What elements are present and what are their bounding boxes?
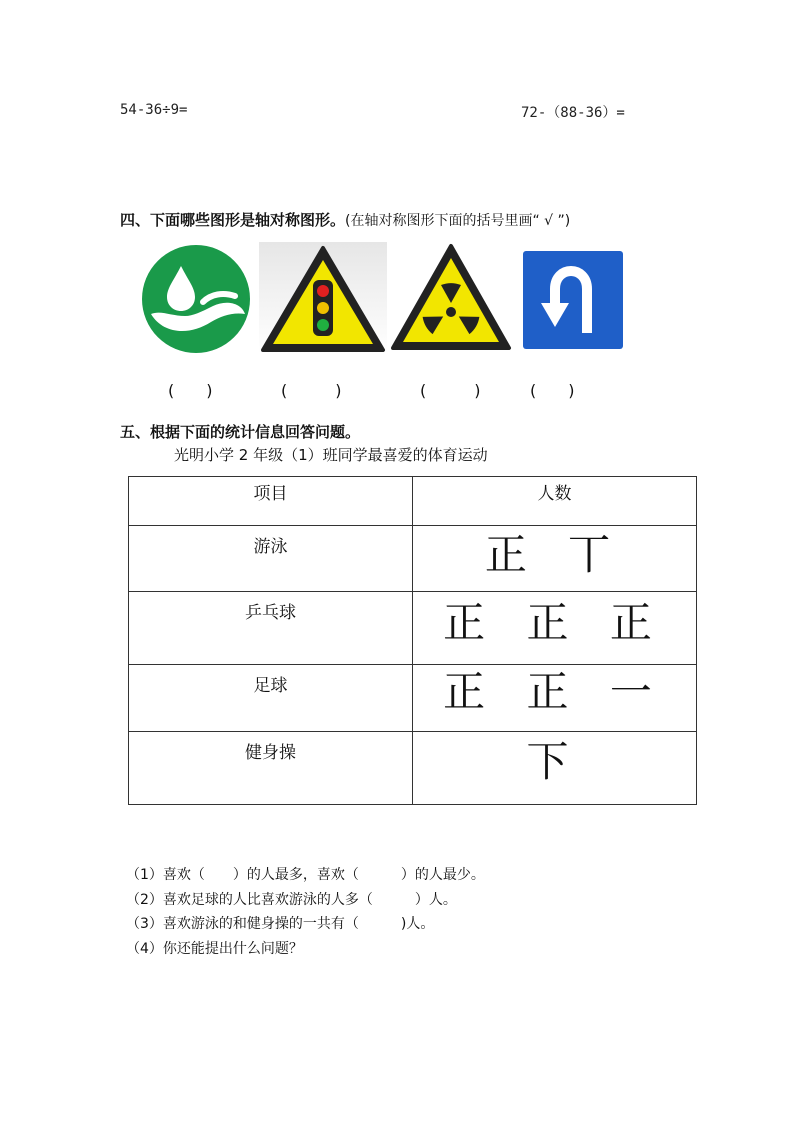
section4-note: (在轴对称图形下面的括号里画“ √ ”) [345,213,571,229]
u-turn-sign [519,247,627,353]
calc-right: 72-（88-36）= [521,105,625,121]
tally-cell: 下 [413,732,697,805]
section5-subtitle: 光明小学 2 年级（1）班同学最喜爱的体育运动 [174,446,488,464]
section5-title: 五、根据下面的统计信息回答问题。 [120,423,361,441]
question-1: （1）喜欢（ ）的人最多，喜欢（ ）的人最少。 [126,867,485,883]
header-count: 人数 [413,477,697,526]
section4-title: 四、下面哪些图形是轴对称图形。 [120,211,346,229]
table-row [129,665,697,732]
item-cell: 游泳 [129,526,413,592]
header-item: 项目 [129,477,413,526]
calc-left: 54-36÷9= [120,102,188,118]
question-2: （2）喜欢足球的人比喜欢游泳的人多（ ）人。 [126,892,457,908]
item-cell: 乒乓球 [129,592,413,665]
item-cell: 足球 [129,665,413,732]
section4-heading [120,209,570,230]
table-header-row [129,477,697,526]
answer-paren-3[interactable]: ( ) [420,381,481,400]
answer-paren-1[interactable]: ( ) [168,381,213,400]
answer-paren-4[interactable]: ( ) [530,381,575,400]
table-row [129,526,697,592]
water-drop-logo [141,244,251,354]
item-cell: 健身操 [129,732,413,805]
traffic-light-warning-sign [259,242,387,354]
tally-cell: 正 正 一 [413,665,697,732]
tally-cell: 正 丅 [413,526,697,592]
tally-cell: 正 正 正 [413,592,697,665]
answer-paren-2[interactable]: ( ) [281,381,342,400]
radiation-warning-sign [389,242,513,352]
table-row [129,732,697,805]
question-3: （3）喜欢游泳的和健身操的一共有（ )人。 [126,916,435,932]
table-row [129,592,697,665]
question-4: （4）你还能提出什么问题？ [126,941,303,957]
tally-table [128,476,697,805]
